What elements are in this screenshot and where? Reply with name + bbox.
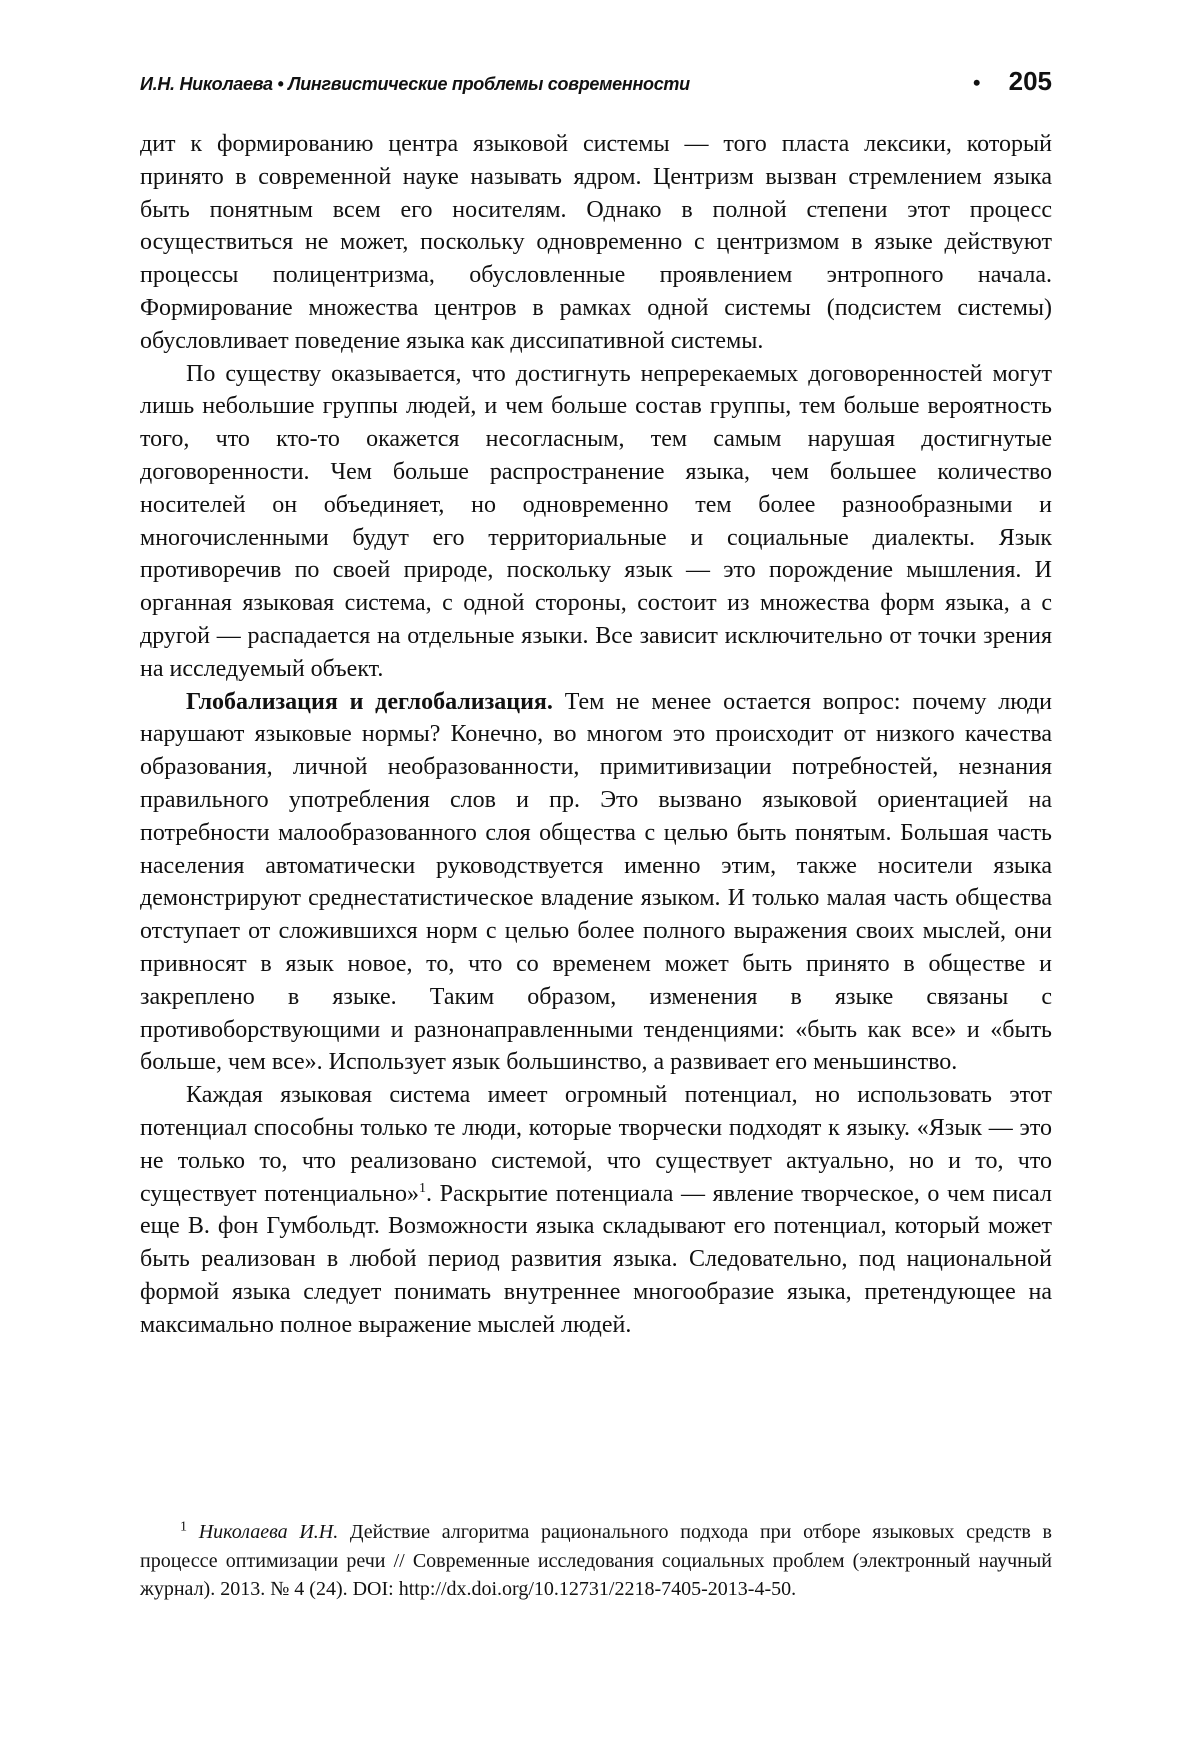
running-title: И.Н. Николаева • Лингвистические проблемы современности bbox=[140, 74, 690, 94]
paragraph-3 bbox=[140, 686, 1052, 1080]
running-header bbox=[140, 66, 1052, 106]
footnote-reference[interactable]: 1 bbox=[419, 1180, 427, 1196]
footnote-author: Николаева И.Н. bbox=[198, 1521, 339, 1543]
footnote-citation: Действие алгоритма рационального подхода при отборе языковых средств в процессе оптимизации речи // Современные исследования социальных проблем (электронный научный журнал). 2013. № 4 (24). DOI: http://dx.doi.org/10.12731/2218-7405-2013-4-50. bbox=[140, 1521, 1052, 1600]
footnote-text bbox=[140, 1518, 1052, 1604]
paragraph-4-text-b: . Раскрытие потенциала — явление творческое, о чем писал еще В. фон Гумбольдт. Возможности языка складывают его потенциал, который может быть реализован в любой период развития языка. Следовательно, под национальной формой языка следует понимать внутреннее многообразие языка, претендующее на максимально полное выражение мыслей людей. bbox=[140, 1180, 1053, 1338]
paragraph-4-text-a: Каждая языковая система имеет огромный потенциал, но использовать этот потенциал способны только те люди, которые творчески подходят к языку. «Язык — это не только то, что реализовано системой, что существует актуально, но и то, что существует потенциально» bbox=[140, 1082, 1052, 1207]
section-term: Глобализация и деглобализация. bbox=[186, 688, 553, 715]
paragraph-1: дит к формированию центра языковой системы — того пласта лексики, который принято в современной науке называть ядром. Центризм вызван стремлением языка быть понятным всем его носителям. Однако в полной степени этот процесс осуществиться не может, поскольку одновременно с центризмом в языке действуют процессы полицентризма, обусловленные проявлением энтропного начала. Формирование множества центров в рамках одной системы (подсистем системы) обусловливает поведение языка как диссипативной системы. bbox=[140, 131, 1052, 354]
page-number-group bbox=[973, 66, 1052, 97]
paragraph-4 bbox=[140, 1079, 1052, 1341]
page-number: 205 bbox=[1008, 66, 1052, 96]
paragraph-2: По существу оказывается, что достигнуть непререкаемых договоренностей могут лишь небольшие группы людей, и чем больше состав группы, тем больше вероятность того, что кто-то окажется несогласным, тем самым нарушая достигнутые договоренности. Чем больше распространение языка, чем большее количество носителей он объединяет, но одновременно тем более разнообразными и многочисленными будут его территориальные и социальные диалекты. Язык противоречив по своей природе, поскольку язык — это порождение мышления. И органная языковая система, с одной стороны, состоит из множества форм языка, а с другой — распадается на отдельные языки. Все зависит исключительно от точки зрения на исследуемый объект. bbox=[140, 360, 1052, 682]
body-text bbox=[140, 128, 1052, 1341]
bullet-separator: • bbox=[972, 70, 981, 95]
paragraph-3-text: Тем не менее остается вопрос: почему люди нарушают языковые нормы? Конечно, во многом это происходит от низкого качества образования, личной необразованности, примитивизации потребностей, незнания правильного употребления слов и пр. Это вызвано языковой ориентацией на потребности малообразованного слоя общества с целью быть понятым. Большая часть населения автоматически руководствуется именно этим, также носители языка демонстрируют среднестатистическое владение языком. И только малая часть общества отступает от сложившихся норм с целью более полного выражения своих мыслей, они привносят в язык новое, то, что со временем может быть принято в обществе и закреплено в языке. Таким образом, изменения в языке связаны с противоборствующими и разнонаправленными тенденциями: «быть как все» и «быть больше, чем все». Использует язык большинство, а развивает его меньшинство. bbox=[140, 688, 1053, 1076]
footnote bbox=[140, 1518, 1052, 1604]
footnote-mark: 1 bbox=[180, 1519, 187, 1535]
